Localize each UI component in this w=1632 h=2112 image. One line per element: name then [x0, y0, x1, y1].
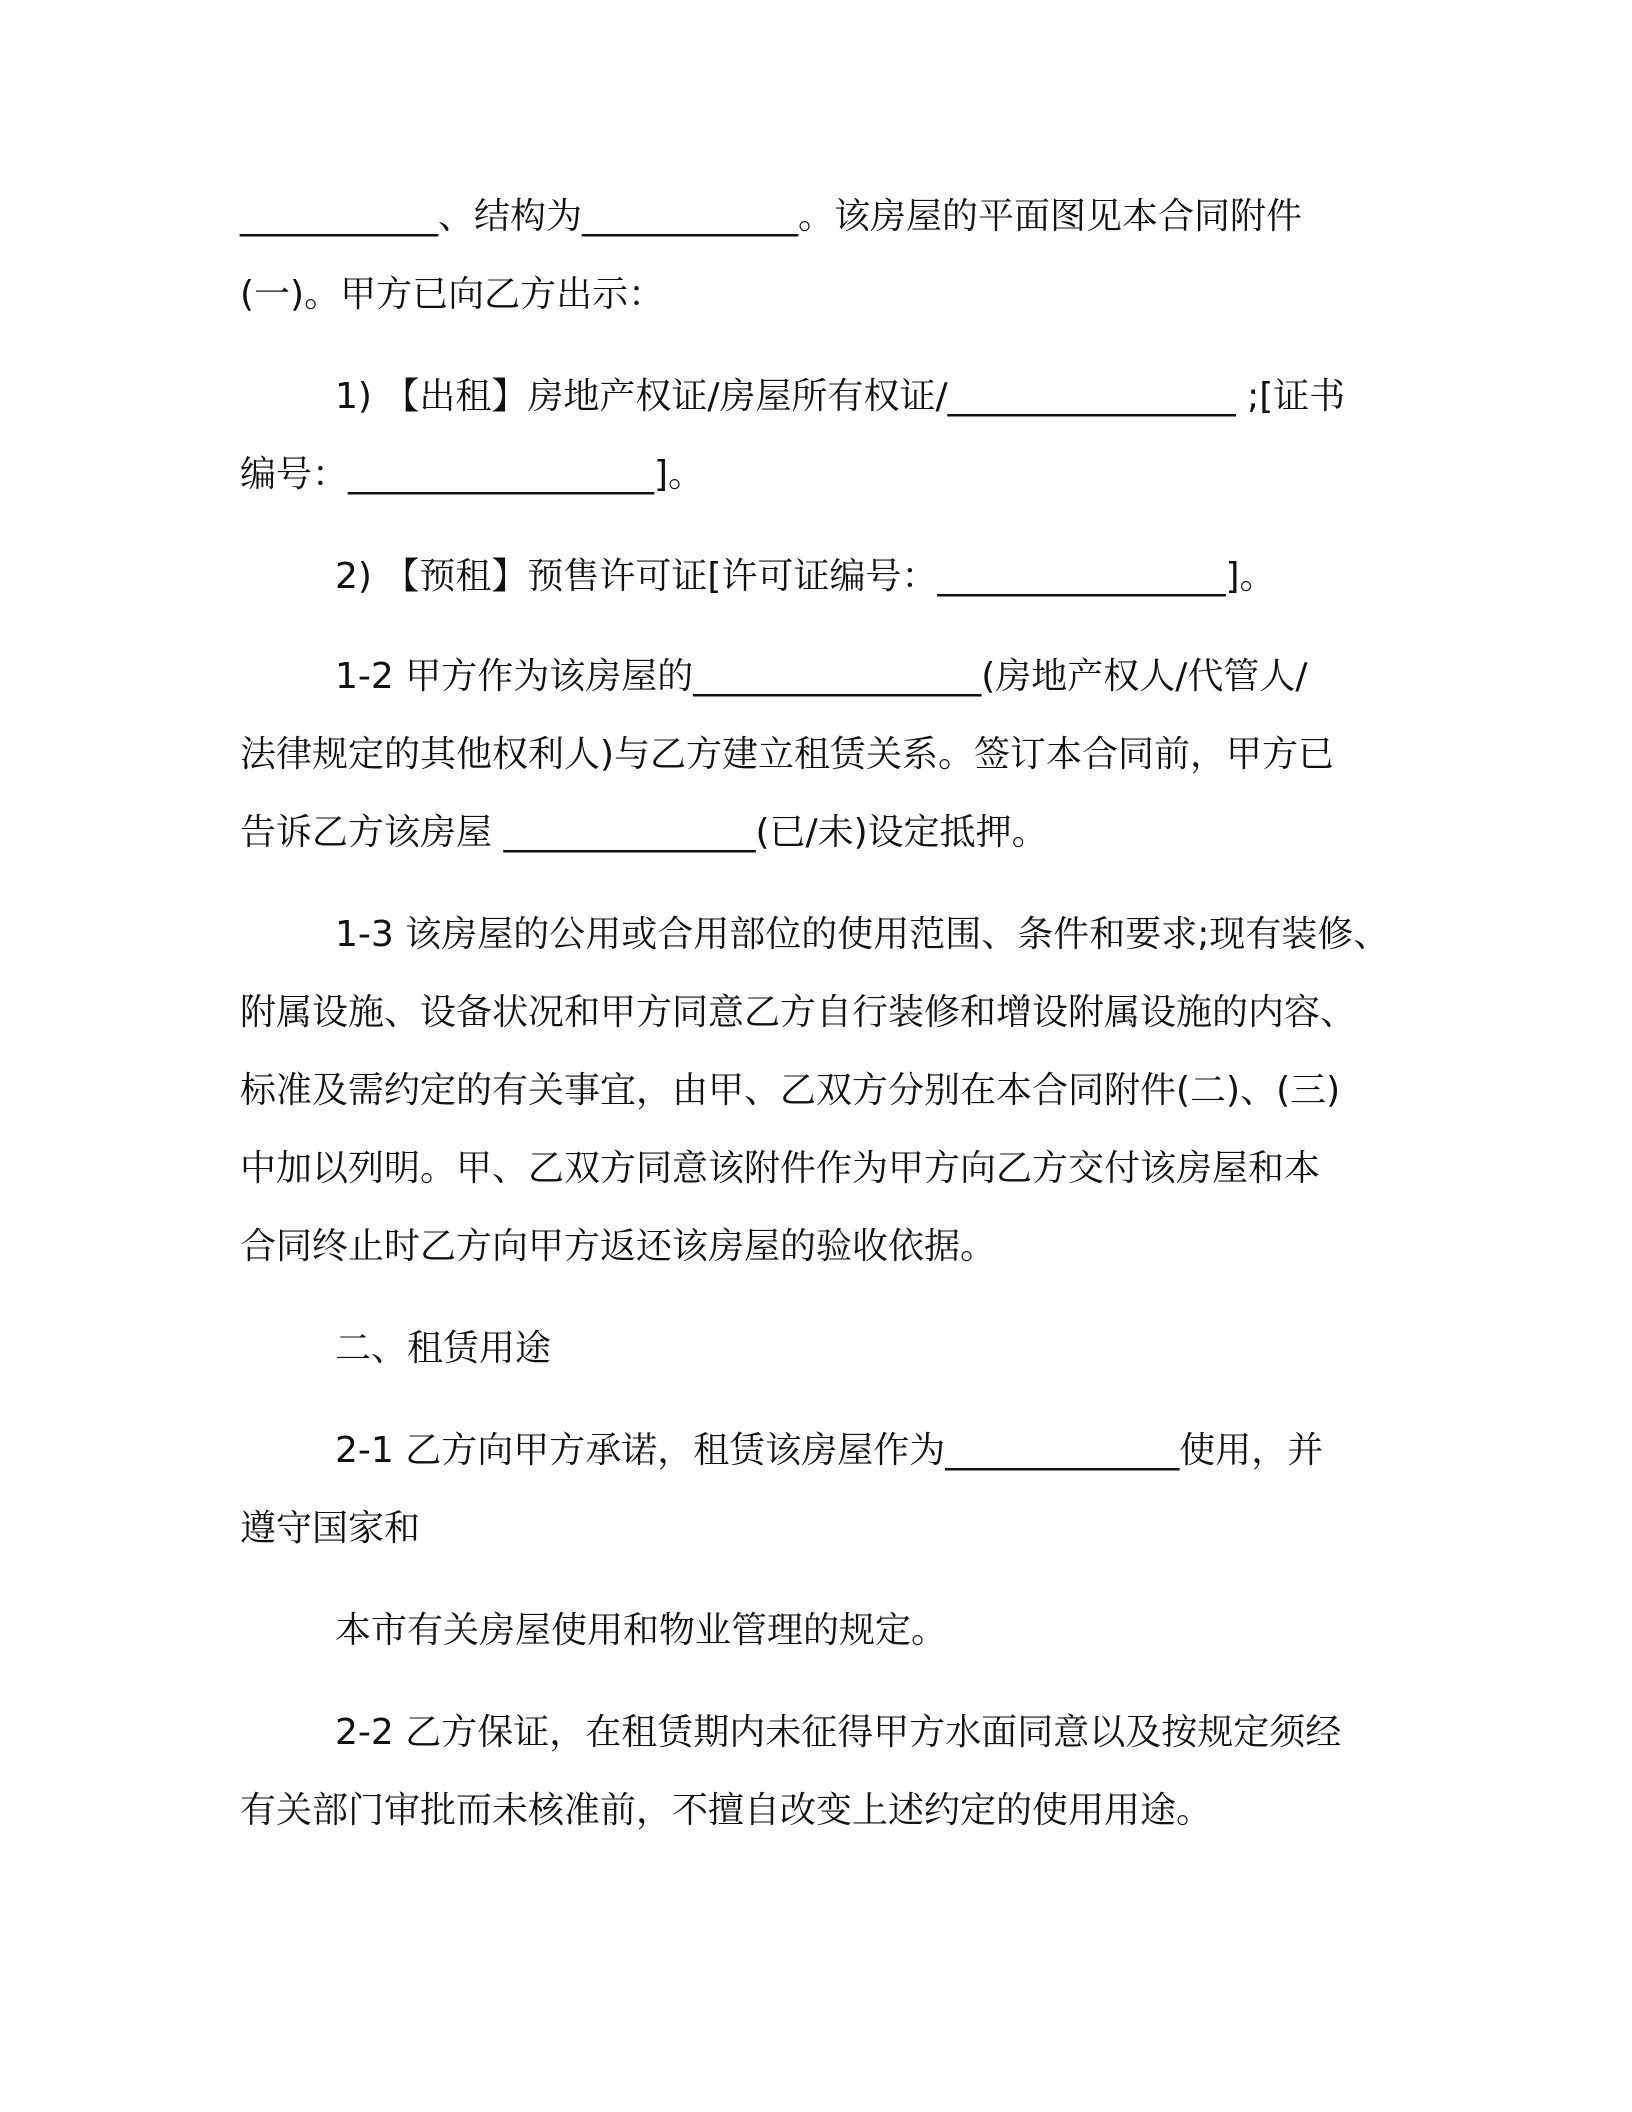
text-line: 编号：_________________]。	[240, 454, 705, 495]
text-line: 告诉乙方该房屋 ______________(已/未)设定抵押。	[240, 812, 1048, 853]
text-line: 2-1 乙方向甲方承诺，租赁该房屋作为_____________使用，并	[335, 1430, 1324, 1471]
text-line: 中加以列明。甲、乙双方同意该附件作为甲方向乙方交付该房屋和本	[240, 1148, 1321, 1189]
text-line: 本市有关房屋使用和物业管理的规定。	[335, 1610, 948, 1651]
text-line: 标准及需约定的有关事宜，由甲、乙双方分别在本合同附件(二)、(三)	[240, 1070, 1341, 1111]
text-line: 法律规定的其他权利人)与乙方建立租赁关系。签订本合同前，甲方已	[240, 734, 1335, 775]
text-line: 附属设施、设备状况和甲方同意乙方自行装修和增设附属设施的内容、	[240, 992, 1357, 1033]
text-line: 有关部门审批而未核准前，不擅自改变上述约定的使用用途。	[240, 1790, 1213, 1831]
text-line: 1-3 该房屋的公用或合用部位的使用范围、条件和要求;现有装修、	[335, 914, 1390, 955]
text-line: (一)。甲方已向乙方出示：	[240, 274, 665, 315]
text-line: ___________、结构为____________。该房屋的平面图见本合同附件	[240, 196, 1303, 237]
text-line: 2-2 乙方保证，在租赁期内未征得甲方水面同意以及按规定须经	[335, 1712, 1342, 1753]
text-line: 1) 【出租】房地产权证/房屋所有权证/________________ ;[证书	[335, 376, 1346, 417]
text-line: 遵守国家和	[240, 1508, 421, 1549]
section-heading: 二、租赁用途	[335, 1328, 552, 1369]
text-line: 2) 【预租】预售许可证[许可证编号：________________]。	[335, 556, 1276, 597]
text-line: 1-2 甲方作为该房屋的________________(房地产权人/代管人/	[335, 656, 1308, 697]
text-line: 合同终止时乙方向甲方返还该房屋的验收依据。	[240, 1226, 997, 1267]
